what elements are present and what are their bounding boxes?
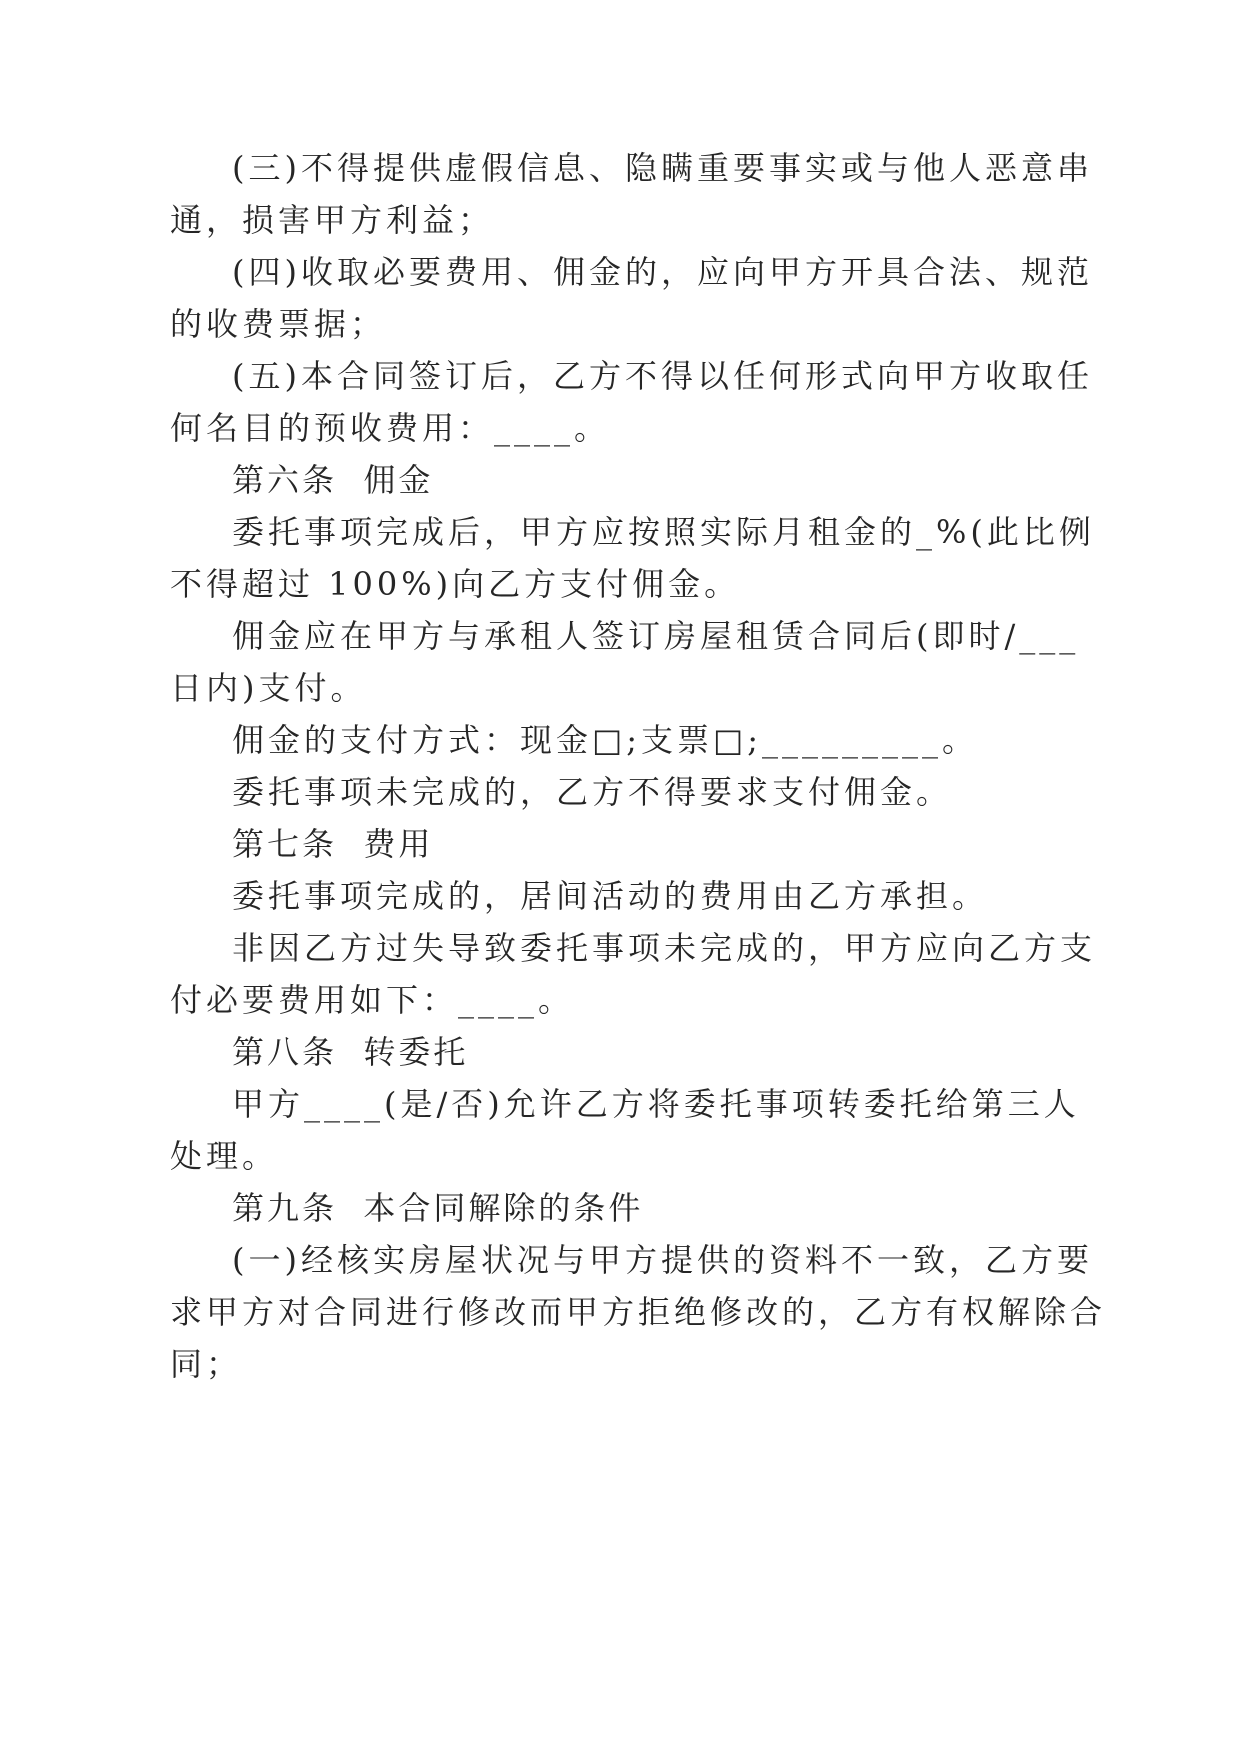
paragraph-line: 的收费票据； bbox=[170, 305, 387, 343]
paragraph-line: 同； bbox=[170, 1345, 243, 1383]
paragraph-line: 求甲方对合同进行修改而甲方拒绝修改的，乙方有权解除合 bbox=[170, 1293, 1107, 1331]
paragraph-line: 日内)支付。 bbox=[170, 669, 367, 707]
section-heading: 第八条 转委托 bbox=[232, 1033, 469, 1071]
paragraph-line: 处理。 bbox=[170, 1137, 279, 1175]
paragraph-line: 佣金应在甲方与承租人签订房屋租赁合同后(即时/___ bbox=[232, 617, 1080, 655]
paragraph-line: 非因乙方过失导致委托事项未完成的，甲方应向乙方支 bbox=[232, 929, 1097, 967]
paragraph-line: 佣金的支付方式：现金□;支票□;_________。 bbox=[232, 721, 979, 759]
paragraph-line: 付必要费用如下：____。 bbox=[170, 981, 575, 1019]
paragraph-line: 委托事项未完成的，乙方不得要求支付佣金。 bbox=[232, 773, 953, 811]
section-heading: 第七条 费用 bbox=[232, 825, 434, 863]
paragraph-line: 不得超过 100%)向乙方支付佣金。 bbox=[170, 565, 741, 603]
paragraph-line: 委托事项完成的，居间活动的费用由乙方承担。 bbox=[232, 877, 989, 915]
paragraph-line: (一)经核实房屋状况与甲方提供的资料不一致，乙方要 bbox=[232, 1241, 1093, 1279]
paragraph-line: 何名目的预收费用：____。 bbox=[170, 409, 611, 447]
paragraph-line: (五)本合同签订后，乙方不得以任何形式向甲方收取任 bbox=[232, 357, 1093, 395]
paragraph-line: 甲方____(是/否)允许乙方将委托事项转委托给第三人 bbox=[232, 1085, 1080, 1123]
section-heading: 第六条 佣金 bbox=[232, 461, 434, 499]
paragraph-line: 委托事项完成后，甲方应按照实际月租金的_%(此比例 bbox=[232, 513, 1095, 551]
paragraph-line: 通，损害甲方利益； bbox=[170, 201, 495, 239]
paragraph-line: (四)收取必要费用、佣金的，应向甲方开具合法、规范 bbox=[232, 253, 1093, 291]
paragraph-line: (三)不得提供虚假信息、隐瞒重要事实或与他人恶意串 bbox=[232, 149, 1093, 187]
section-heading: 第九条 本合同解除的条件 bbox=[232, 1189, 644, 1227]
